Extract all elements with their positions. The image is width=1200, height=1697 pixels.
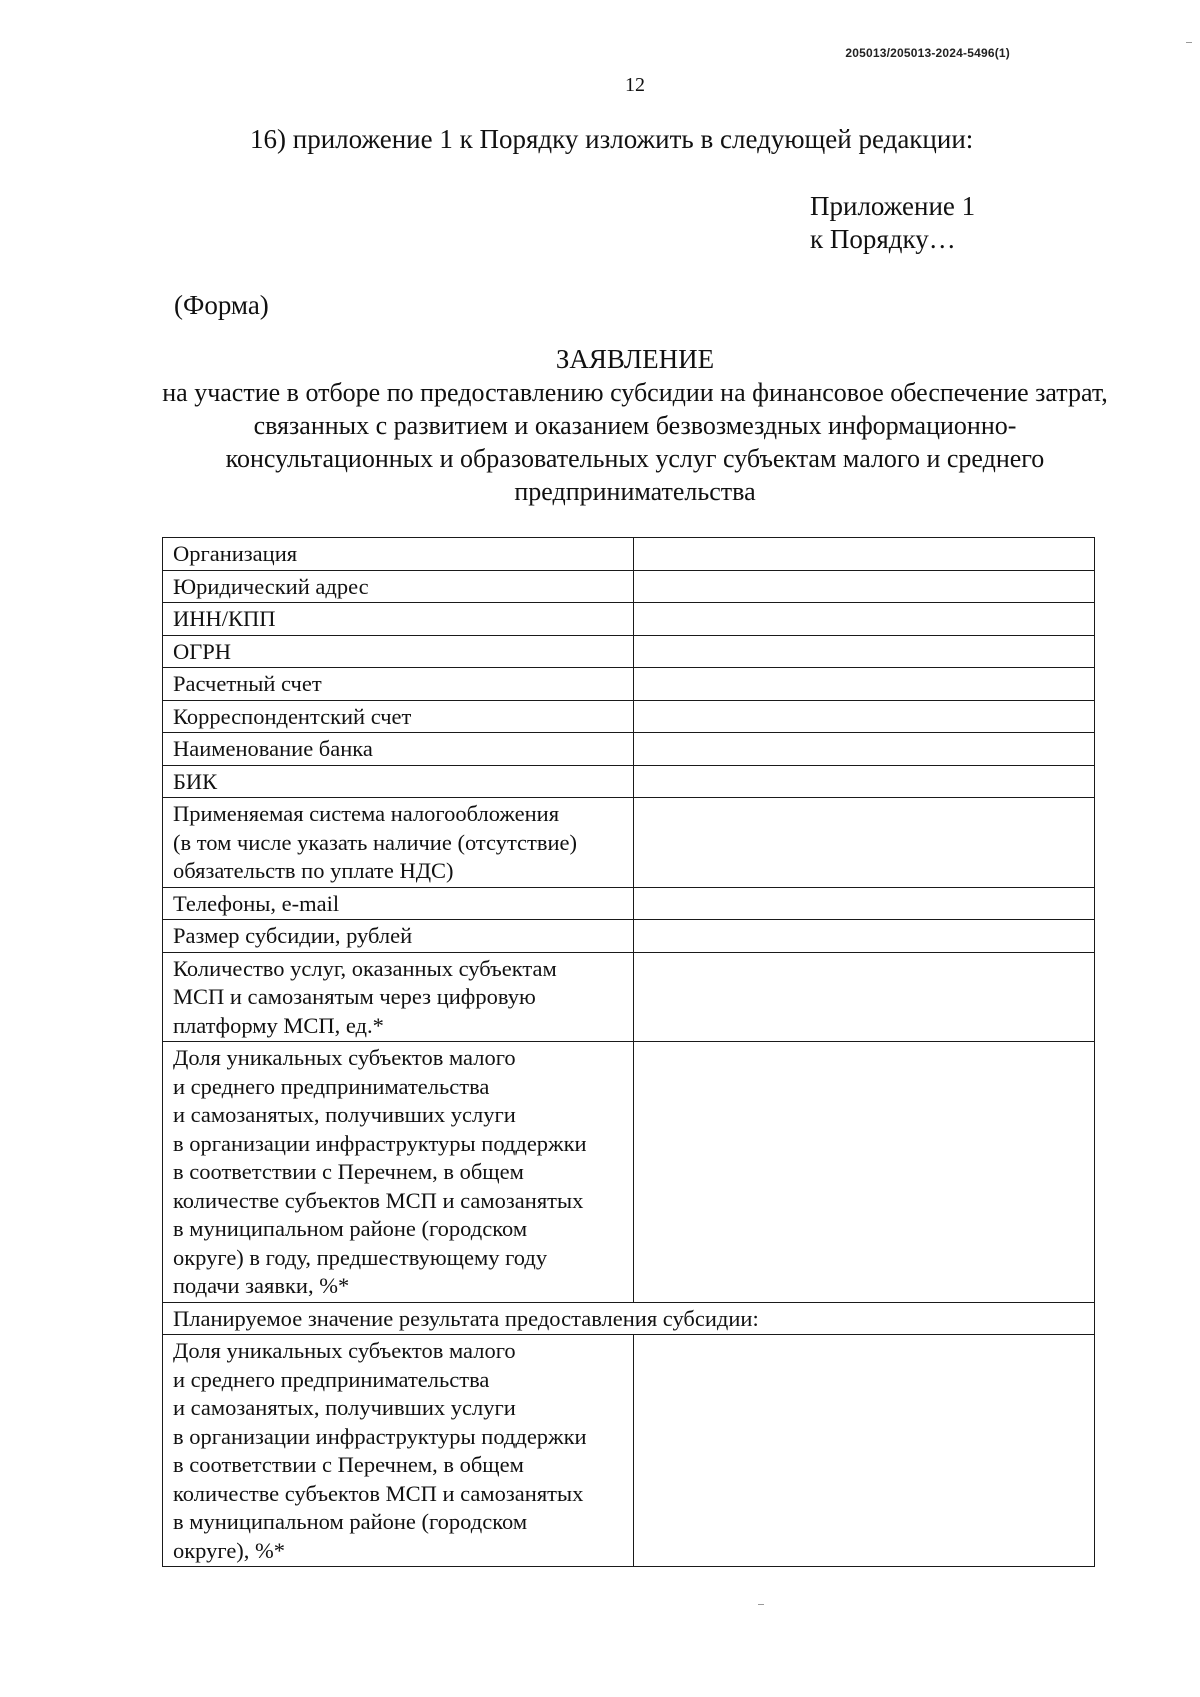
row-value[interactable]	[634, 952, 1095, 1042]
row-value[interactable]	[634, 1335, 1095, 1567]
form-title: ЗАЯВЛЕНИЕ	[555, 344, 715, 374]
appendix-line-2: к Порядку…	[810, 224, 956, 254]
planned-result-header: Планируемое значение результата предоставления субсидии:	[163, 1302, 1095, 1335]
row-label: Применяемая система налогообложения (в том числе указать наличие (отсутствие) обязательств по уплате НДС)	[163, 798, 634, 888]
table-row	[163, 668, 1095, 701]
table-section-header-row	[163, 1302, 1095, 1335]
table-row	[163, 635, 1095, 668]
row-value[interactable]	[634, 733, 1095, 766]
row-label: Доля уникальных субъектов малого и среднего предпринимательства и самозанятых, получивших услуги в организации инфраструктуры поддержки в соответствии с Перечнем, в общем количестве субъектов МСП и самозанятых в муниципальном районе (городском округе) в году, предшествующему году подачи заявки, %*	[163, 1042, 634, 1303]
scan-artifact	[758, 1604, 764, 1605]
table-row	[163, 920, 1095, 953]
row-label: ИНН/КПП	[163, 603, 634, 636]
form-label: (Форма)	[174, 290, 269, 320]
row-label: Юридический адрес	[163, 570, 634, 603]
intro-text: 16) приложение 1 к Порядку изложить в следующей редакции:	[250, 124, 974, 154]
row-label: Размер субсидии, рублей	[163, 920, 634, 953]
row-label: Доля уникальных субъектов малого и среднего предпринимательства и самозанятых, получивших услуги в организации инфраструктуры поддержки в соответствии с Перечнем, в общем количестве субъектов МСП и самозанятых в муниципальном районе (городском округе), %*	[163, 1335, 634, 1567]
table-row	[163, 1042, 1095, 1303]
row-value[interactable]	[634, 570, 1095, 603]
row-label: ОГРН	[163, 635, 634, 668]
row-label: Телефоны, e-mail	[163, 887, 634, 920]
table-row	[163, 538, 1095, 571]
table-row	[163, 700, 1095, 733]
table-row	[163, 603, 1095, 636]
row-label: БИК	[163, 765, 634, 798]
row-value[interactable]	[634, 765, 1095, 798]
table-row	[163, 765, 1095, 798]
appendix-line-1: Приложение 1	[810, 191, 976, 221]
row-label: Наименование банка	[163, 733, 634, 766]
row-label: Количество услуг, оказанных субъектам МСП и самозанятым через цифровую платформу МСП, ед.*	[163, 952, 634, 1042]
row-value[interactable]	[634, 668, 1095, 701]
row-value[interactable]	[634, 887, 1095, 920]
form-subtitle: на участие в отборе по предоставлению субсидии на финансовое обеспечение затрат, связанных с развитием и оказанием безвозмездных информационно-консультационных и образовательных услуг субъектам малого и среднего предпринимательства	[162, 378, 1108, 506]
row-label: Расчетный счет	[163, 668, 634, 701]
row-value[interactable]	[634, 798, 1095, 888]
row-value[interactable]	[634, 635, 1095, 668]
appendix-reference	[810, 190, 975, 256]
table-row	[163, 798, 1095, 888]
row-label: Организация	[163, 538, 634, 571]
table-row	[163, 1335, 1095, 1567]
table-row	[163, 570, 1095, 603]
document-id: 205013/205013-2024-5496(1)	[845, 46, 1010, 60]
row-value[interactable]	[634, 603, 1095, 636]
row-value[interactable]	[634, 700, 1095, 733]
row-value[interactable]	[634, 920, 1095, 953]
row-value[interactable]	[634, 1042, 1095, 1303]
table-row	[163, 887, 1095, 920]
row-label: Корреспондентский счет	[163, 700, 634, 733]
table-row	[163, 952, 1095, 1042]
application-form-table	[162, 537, 1095, 1567]
page-number: 12	[625, 74, 645, 96]
scan-artifact	[1186, 42, 1192, 43]
row-value[interactable]	[634, 538, 1095, 571]
table-row	[163, 733, 1095, 766]
